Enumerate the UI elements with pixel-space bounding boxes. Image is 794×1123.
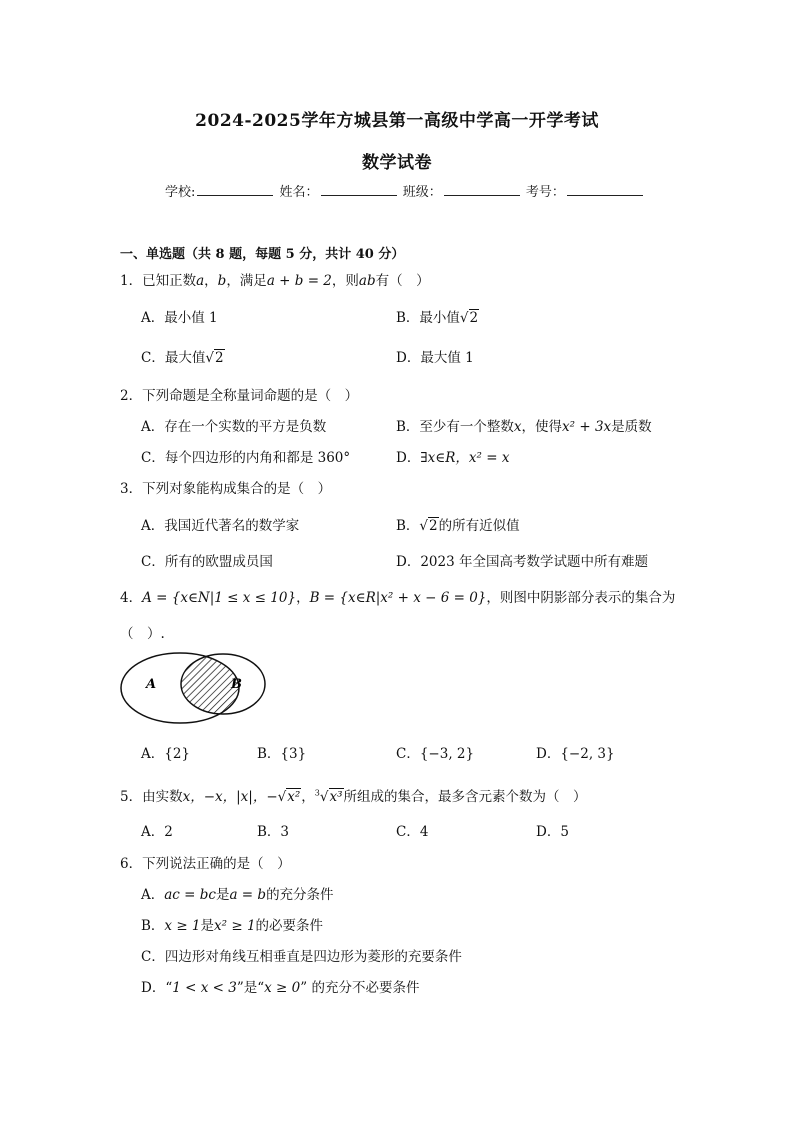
q1-option-b[interactable] — [396, 306, 479, 326]
q2-option-d-expr: ∃x∈R，x² = x — [420, 450, 510, 466]
q1-text-b: ，满足 — [226, 273, 267, 289]
venn-diagram — [114, 650, 274, 730]
sqrt-symbol: √2 — [419, 518, 438, 534]
sqrt-arg: 2 — [429, 518, 438, 534]
q3-option-b[interactable] — [396, 514, 520, 534]
q6-option-a-expr1: ac = bc — [164, 887, 216, 903]
q5-cbrt-arg: x³ — [329, 789, 343, 805]
q6-option-b-post: 的必要条件 — [255, 918, 324, 934]
q1-option-b-label: B．最小值 — [396, 310, 460, 326]
q2-option-b-label: B．至少有一个整数 — [396, 419, 514, 435]
student-info-line — [165, 181, 645, 200]
q5-number: 5． — [120, 789, 143, 805]
q6-option-b-expr2: x² ≥ 1 — [214, 918, 256, 934]
q2-option-d-label: D． — [396, 450, 421, 466]
q6-option-d-label: D．“ — [141, 980, 173, 996]
q5-sep: ， — [301, 789, 315, 805]
question-3-stem: 3．下列对象能构成集合的是（ ） — [120, 481, 332, 497]
exam-subtitle: 数学试卷 — [362, 153, 432, 173]
q3-option-a[interactable]: A．我国近代著名的数学家 — [141, 518, 300, 534]
school-blank[interactable] — [197, 183, 273, 196]
q4-set-a: A = {x∈N|1 ≤ x ≤ 10} — [142, 590, 297, 606]
q3-option-b-post: 的所有近似值 — [438, 518, 520, 534]
q5-elements: x，−x，|x|， — [182, 789, 267, 805]
q1-option-d[interactable]: D．最大值 1 — [396, 350, 474, 366]
sqrt-symbol: √x² — [277, 789, 301, 805]
cbrt-symbol: √x³ — [319, 789, 343, 805]
exam-no-label: 考号： — [525, 185, 565, 200]
class-blank[interactable] — [444, 183, 520, 196]
q5-option-c[interactable]: C．4 — [396, 824, 429, 840]
q4-option-a[interactable]: A．{2} — [141, 746, 191, 762]
q2-var-x: x — [513, 419, 522, 435]
q2-option-b-post: 是质数 — [611, 419, 652, 435]
q5-option-b[interactable]: B．3 — [257, 824, 290, 840]
q1-ab: ab — [358, 273, 376, 289]
sqrt-symbol: √2 — [459, 310, 479, 326]
q6-option-a-post: 的充分条件 — [266, 887, 334, 903]
q2-option-c[interactable]: C．每个四边形的内角和都是 360° — [141, 450, 351, 466]
question-2-stem: 2．下列命题是全称量词命题的是（ ） — [120, 388, 359, 404]
q3-option-d[interactable]: D．2023 年全国高考数学试题中所有难题 — [396, 554, 648, 570]
class-label: 班级： — [402, 185, 442, 200]
q6-option-b[interactable] — [141, 914, 323, 934]
name-blank[interactable] — [321, 183, 397, 196]
q5-neg-sign: − — [266, 789, 278, 805]
q6-option-b-label: B． — [141, 918, 165, 934]
q2-option-d[interactable] — [396, 446, 509, 466]
name-label: 姓名： — [279, 185, 319, 200]
q5-cbrt-index: 3 — [314, 788, 320, 798]
q5-text-a: 由实数 — [142, 789, 183, 805]
question-1-stem — [120, 269, 430, 289]
sqrt-arg: 2 — [214, 350, 224, 366]
question-4-stem — [120, 586, 675, 606]
q1-number: 1． — [120, 273, 143, 289]
q2-expression: x² + 3x — [562, 419, 612, 435]
q3-option-c[interactable]: C．所有的欧盟成员国 — [141, 554, 273, 570]
q6-option-c[interactable]: C．四边形对角线互相垂直是四边形为菱形的充要条件 — [141, 949, 462, 965]
q1-comma: ， — [204, 273, 218, 289]
q4-text: ，则图中阴影部分表示的集合为 — [486, 590, 676, 606]
q1-var-a: a — [196, 273, 205, 289]
q6-option-a-label: A． — [141, 887, 165, 903]
q6-option-b-expr1: x ≥ 1 — [164, 918, 201, 934]
q4-number: 4． — [120, 590, 143, 606]
q4-sep: ， — [296, 590, 310, 606]
section-heading: 一、单选题（共 8 题，每题 5 分，共计 40 分） — [120, 247, 405, 262]
q6-option-d[interactable] — [141, 976, 419, 996]
q1-text-c: ，则 — [331, 273, 359, 289]
exam-no-blank[interactable] — [567, 183, 643, 196]
venn-label-b: B — [231, 677, 242, 692]
q1-var-b: b — [217, 273, 227, 289]
q5-option-d[interactable]: D．5 — [536, 824, 569, 840]
question-6-stem: 6．下列说法正确的是（ ） — [120, 856, 291, 872]
q1-option-c[interactable] — [141, 346, 225, 366]
exam-title: 2024-2025学年方城县第一高级中学高一开学考试 — [195, 111, 599, 131]
q1-text-a: 已知正数 — [142, 273, 197, 289]
q1-option-c-label: C．最大值 — [141, 350, 206, 366]
q1-equation: a + b = 2 — [266, 273, 332, 289]
q6-option-d-expr1: 1 < x < 3 — [172, 980, 237, 996]
venn-label-a: A — [146, 677, 157, 692]
q6-option-b-mid: 是 — [200, 918, 215, 934]
q4-option-b[interactable]: B．{3} — [257, 746, 307, 762]
q1-option-a[interactable]: A．最小值 1 — [141, 310, 218, 326]
q3-option-b-label: B． — [396, 518, 420, 534]
q5-sqrt-arg: x² — [287, 789, 301, 805]
q2-option-b[interactable] — [396, 415, 652, 435]
school-label: 学校: — [165, 185, 196, 200]
q5-text-b: 所组成的集合，最多含元素个数为（ ） — [343, 789, 587, 805]
q6-option-a-expr2: a = b — [229, 887, 267, 903]
q6-option-d-expr2: x ≥ 0 — [264, 980, 301, 996]
q6-option-a[interactable] — [141, 883, 334, 903]
q2-option-b-mid: ，使得 — [521, 419, 563, 435]
sqrt-symbol: √2 — [205, 350, 224, 366]
q6-option-a-mid: 是 — [215, 887, 230, 903]
q4-option-c[interactable]: C．{−3, 2} — [396, 746, 475, 762]
q1-text-d: 有（ ） — [375, 273, 430, 289]
question-5-stem — [120, 785, 587, 805]
q6-option-d-mid: ”是“ — [236, 980, 265, 996]
q4-set-b: B = {x∈R|x² + x − 6 = 0} — [309, 590, 487, 606]
sqrt-arg: 2 — [469, 310, 479, 326]
q5-option-a[interactable]: A．2 — [141, 824, 173, 840]
q2-option-a[interactable]: A．存在一个实数的平方是负数 — [141, 419, 327, 435]
q4-blank: （ ）. — [120, 626, 165, 642]
q4-option-d[interactable]: D．{−2, 3} — [536, 746, 615, 762]
q6-option-d-post: ” 的充分不必要条件 — [300, 980, 420, 996]
